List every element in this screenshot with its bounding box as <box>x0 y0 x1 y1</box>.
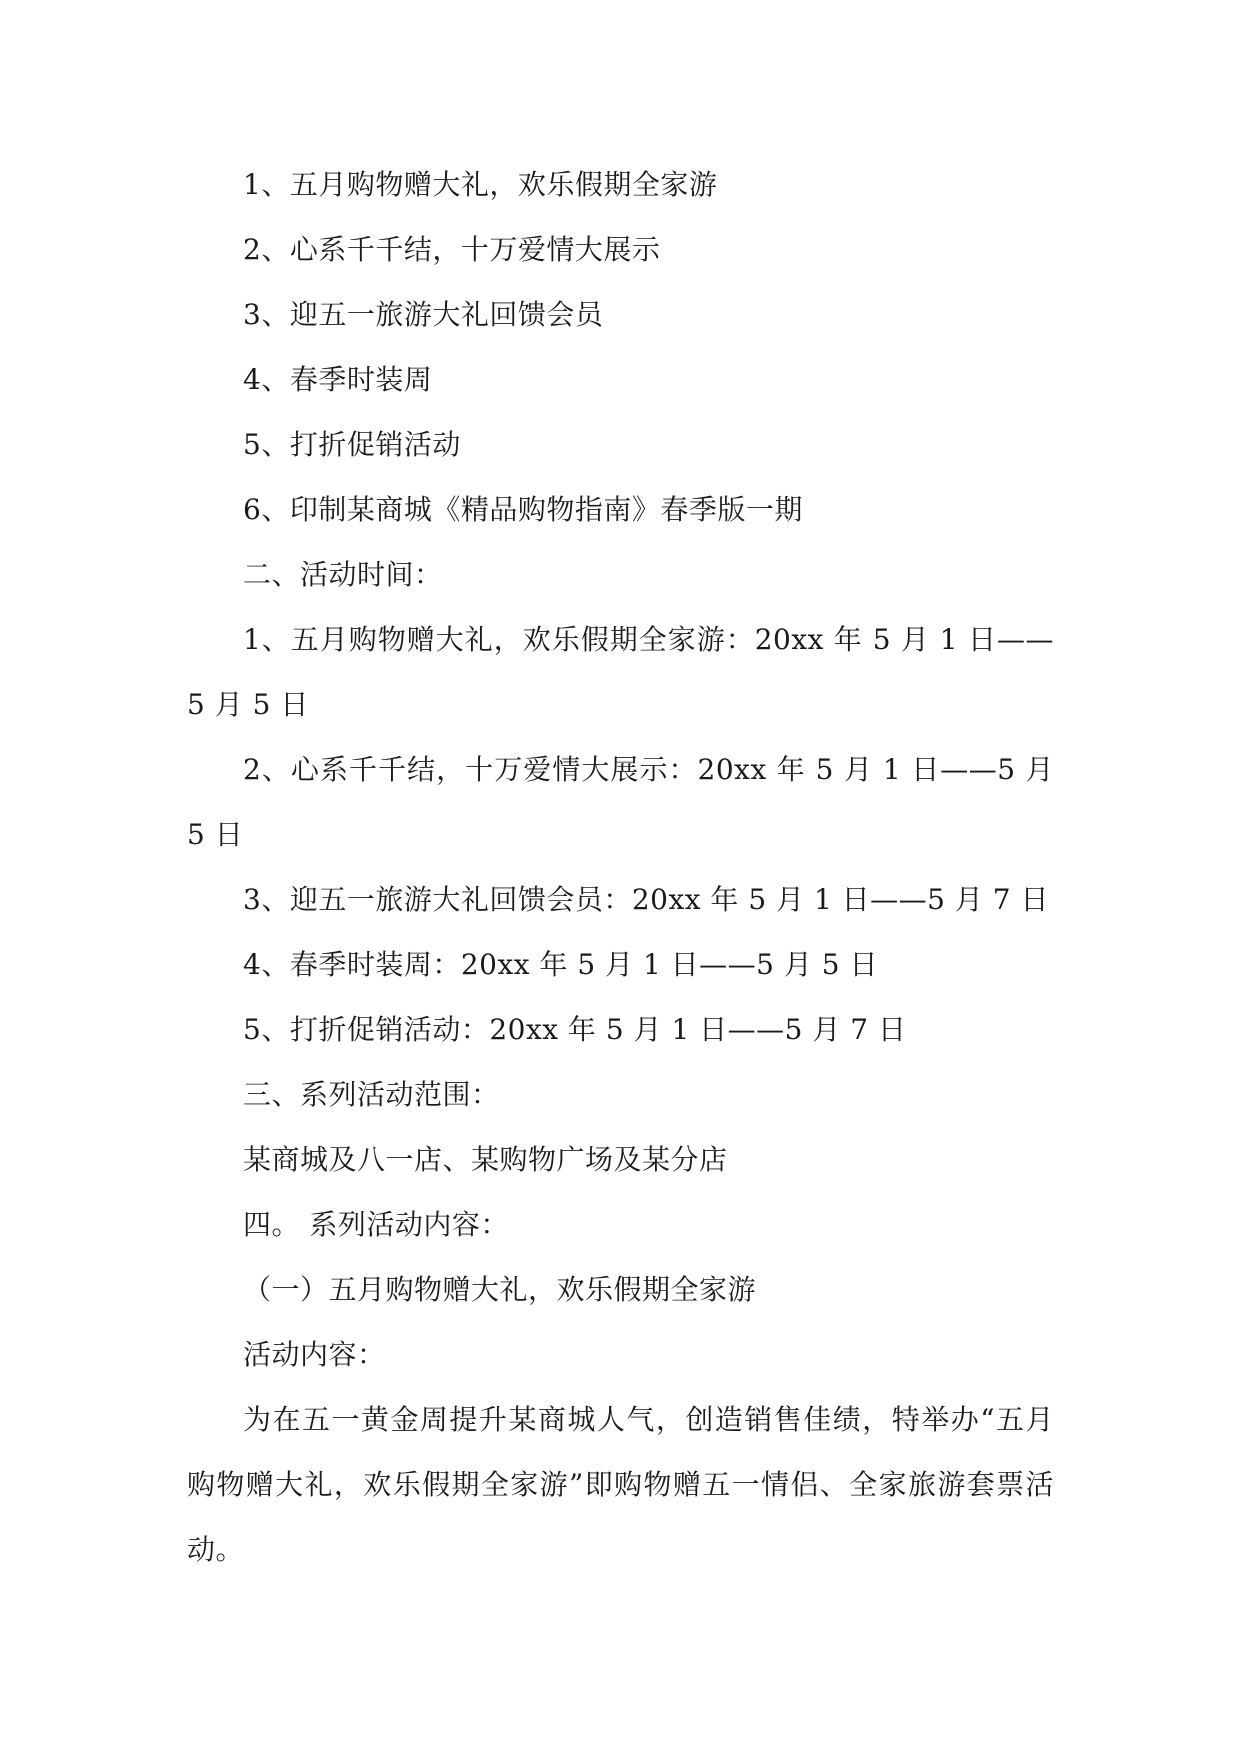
paragraph-item-1: 1、五月购物赠大礼，欢乐假期全家游 <box>243 168 718 201</box>
activity-description: 为在五一黄金周提升某商城人气，创造销售佳绩，特举办“五月购物赠大礼，欢乐假期全家游”即购物赠五一情侣、全家旅游套票活动。 <box>187 1403 1054 1566</box>
paragraph-item-2: 2、心系千千结，十万爱情大展示 <box>243 233 661 266</box>
paragraph-item-6: 6、印制某商城《精品购物指南》春季版一期 <box>243 493 803 526</box>
document-body <box>187 152 1054 1582</box>
time-item-2: 2、心系千千结，十万爱情大展示：20xx 年 5 月 1 日——5 月 5 日 <box>187 753 1054 851</box>
time-item-1: 1、五月购物赠大礼，欢乐假期全家游：20xx 年 5 月 1 日——5 月 5 日 <box>187 623 1054 721</box>
scope-text: 某商城及八一店、某购物广场及某分店 <box>243 1143 728 1176</box>
paragraph-item-4: 4、春季时装周 <box>243 363 433 396</box>
activity-content-label: 活动内容： <box>243 1338 386 1371</box>
paragraph-item-3: 3、迎五一旅游大礼回馈会员 <box>243 298 604 331</box>
paragraph-item-5: 5、打折促销活动 <box>243 428 461 461</box>
time-item-3: 3、迎五一旅游大礼回馈会员：20xx 年 5 月 1 日——5 月 7 日 <box>243 883 1049 916</box>
section-heading-scope: 三、系列活动范围： <box>243 1078 500 1111</box>
section-heading-content: 四。 系列活动内容： <box>243 1208 509 1241</box>
section-heading-time: 二、活动时间： <box>243 558 443 591</box>
time-item-5: 5、打折促销活动：20xx 年 5 月 1 日——5 月 7 日 <box>243 1013 907 1046</box>
subsection-heading-1: （一）五月购物赠大礼，欢乐假期全家游 <box>243 1273 757 1306</box>
time-item-4: 4、春季时装周：20xx 年 5 月 1 日——5 月 5 日 <box>243 948 878 981</box>
